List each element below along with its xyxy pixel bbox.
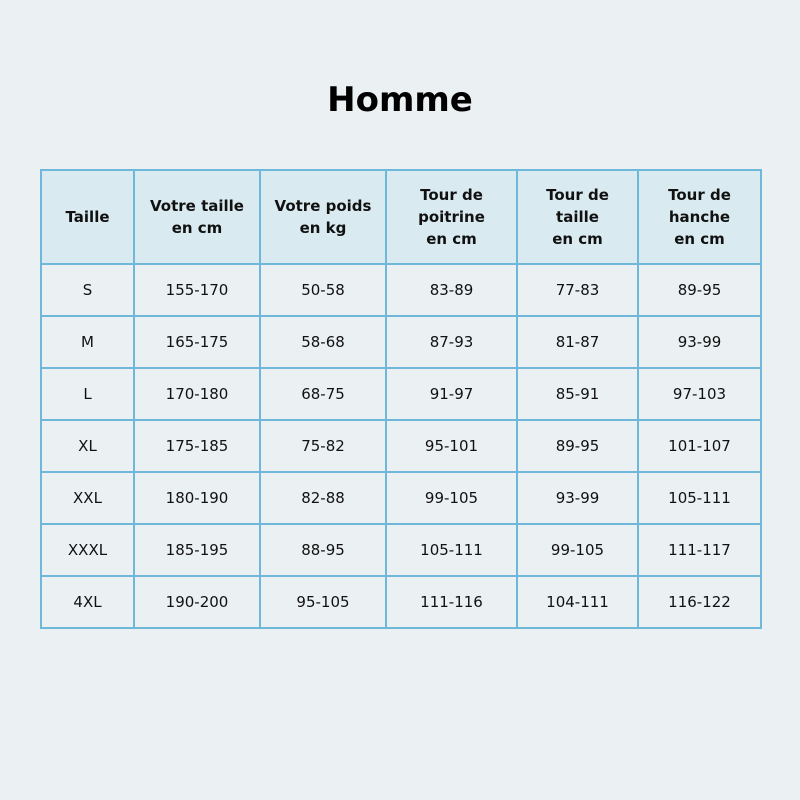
table-cell: 87-93 [386, 316, 517, 368]
table-row [41, 316, 761, 368]
table-cell: 99-105 [517, 524, 638, 576]
table-row [41, 472, 761, 524]
table-cell: 155-170 [134, 264, 260, 316]
table-cell: XL [41, 420, 134, 472]
table-cell: 89-95 [517, 420, 638, 472]
table-cell: 85-91 [517, 368, 638, 420]
table-row [41, 576, 761, 628]
table-header-row [41, 170, 761, 264]
table-cell: M [41, 316, 134, 368]
table-row [41, 264, 761, 316]
table-cell: XXXL [41, 524, 134, 576]
table-cell: 88-95 [260, 524, 386, 576]
table-cell: 95-101 [386, 420, 517, 472]
table-row [41, 524, 761, 576]
table-cell: 116-122 [638, 576, 761, 628]
header-tour-de-taille: Tour de taille en cm [517, 170, 638, 264]
header-tour-de-poitrine: Tour de poitrine en cm [386, 170, 517, 264]
table-cell: 105-111 [386, 524, 517, 576]
table-cell: 91-97 [386, 368, 517, 420]
table-cell: 185-195 [134, 524, 260, 576]
table-cell: 180-190 [134, 472, 260, 524]
table-cell: 77-83 [517, 264, 638, 316]
table-cell: 101-107 [638, 420, 761, 472]
table-row [41, 368, 761, 420]
table-cell: 75-82 [260, 420, 386, 472]
table-cell: 50-58 [260, 264, 386, 316]
table-cell: 111-116 [386, 576, 517, 628]
table-cell: 104-111 [517, 576, 638, 628]
table-cell: 82-88 [260, 472, 386, 524]
table-cell: 190-200 [134, 576, 260, 628]
table-cell: 68-75 [260, 368, 386, 420]
table-cell: 99-105 [386, 472, 517, 524]
table-cell: S [41, 264, 134, 316]
header-votre-poids: Votre poids en kg [260, 170, 386, 264]
table-cell: 58-68 [260, 316, 386, 368]
header-taille: Taille [41, 170, 134, 264]
table-cell: 170-180 [134, 368, 260, 420]
size-chart-table [40, 169, 762, 629]
table-cell: 93-99 [638, 316, 761, 368]
table-cell: 175-185 [134, 420, 260, 472]
table-cell: 93-99 [517, 472, 638, 524]
table-cell: 111-117 [638, 524, 761, 576]
table-cell: L [41, 368, 134, 420]
header-tour-de-hanche: Tour de hanche en cm [638, 170, 761, 264]
page-title: Homme [327, 80, 473, 120]
table-cell: XXL [41, 472, 134, 524]
table-cell: 97-103 [638, 368, 761, 420]
table-row [41, 420, 761, 472]
table-cell: 81-87 [517, 316, 638, 368]
header-votre-taille: Votre taille en cm [134, 170, 260, 264]
table-cell: 83-89 [386, 264, 517, 316]
table-cell: 4XL [41, 576, 134, 628]
table-cell: 95-105 [260, 576, 386, 628]
table-cell: 105-111 [638, 472, 761, 524]
table-cell: 165-175 [134, 316, 260, 368]
table-cell: 89-95 [638, 264, 761, 316]
